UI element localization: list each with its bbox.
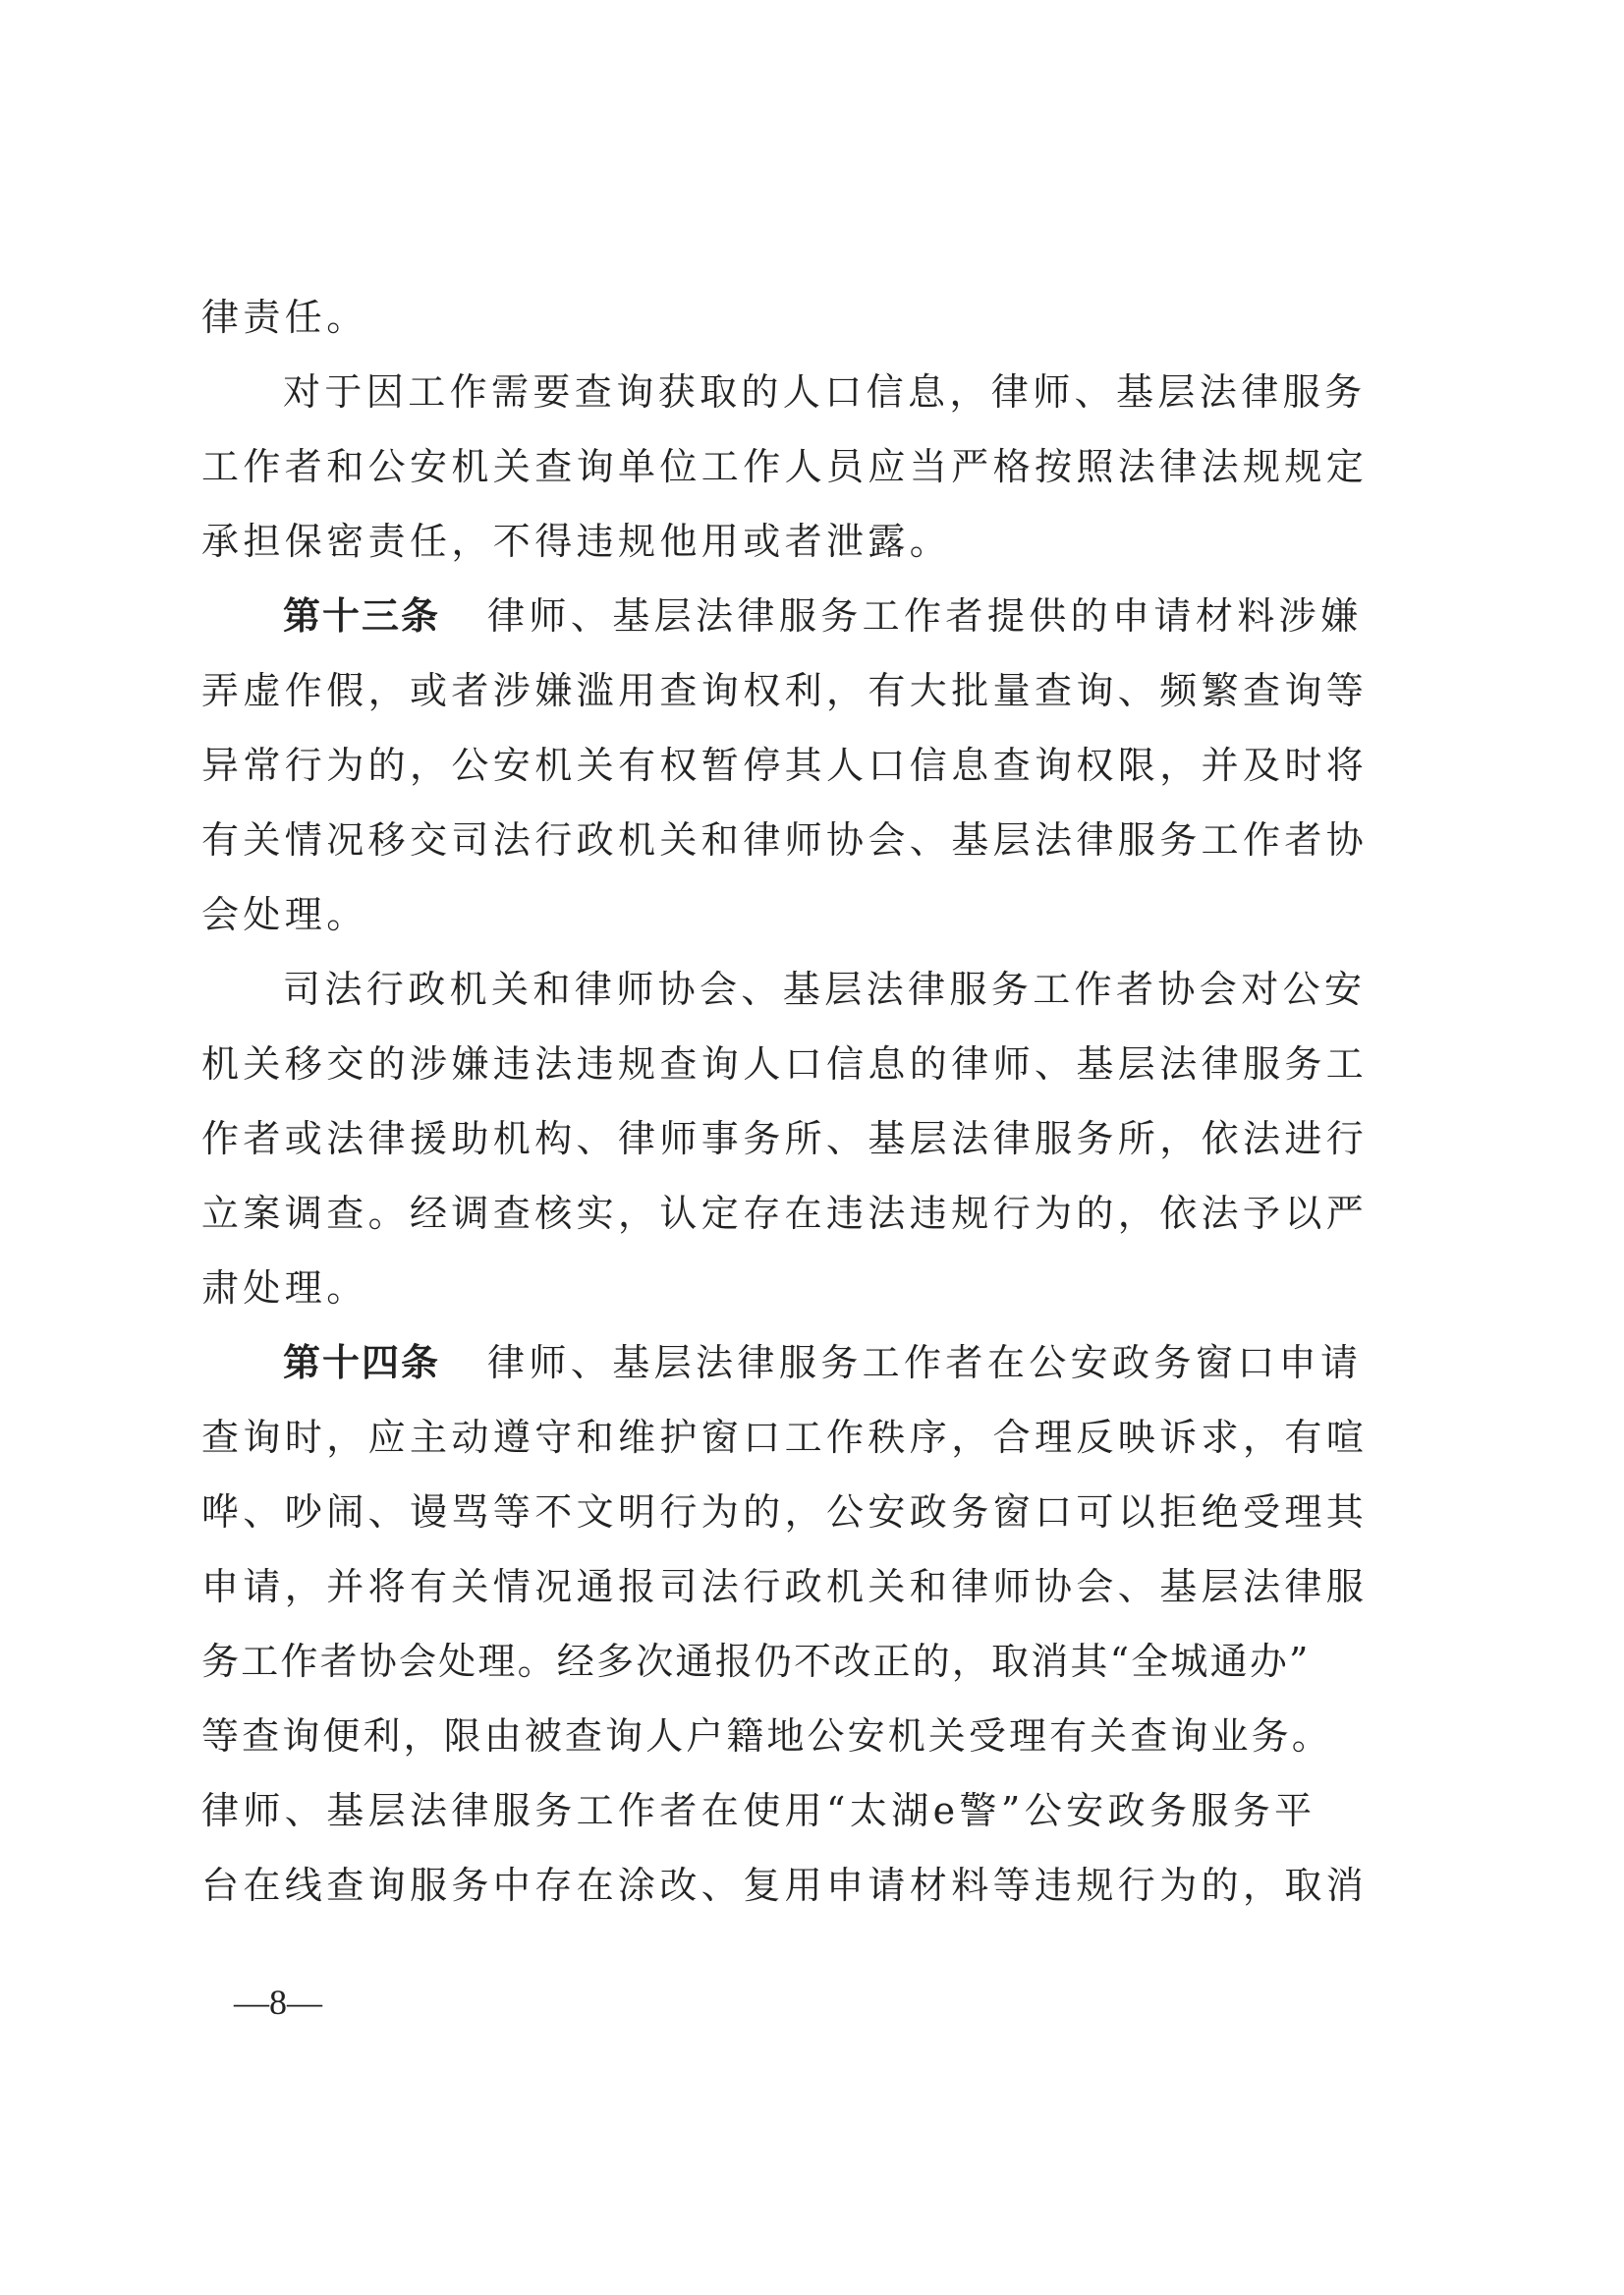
text-line: 司法行政机关和律师协会、基层法律服务工作者协会对公安: [283, 968, 1367, 1011]
text-line: 对于因工作需要查询获取的人口信息，律师、基层法律服务: [283, 370, 1367, 414]
text-line: 有关情况移交司法行政机关和律师协会、基层法律服务工作者协: [201, 818, 1369, 862]
text-line: 律师、基层法律服务工作者在使用“太湖e警”公安政务服务平: [201, 1789, 1316, 1832]
text-line: 工作者和公安机关查询单位工作人员应当严格按照法律法规规定: [201, 445, 1369, 488]
text-line: 哗、吵闹、谩骂等不文明行为的，公安政务窗口可以拒绝受理其: [201, 1490, 1369, 1534]
text-line: 机关移交的涉嫌违法违规查询人口信息的律师、基层法律服务工: [201, 1042, 1369, 1086]
text-line: 立案调查。经调查核实，认定存在违法违规行为的，依法予以严: [201, 1192, 1369, 1235]
article-14-heading: 第十四条: [283, 1341, 441, 1384]
text-line: 查询时，应主动遵守和维护窗口工作秩序，合理反映诉求，有喧: [201, 1416, 1369, 1459]
document-body: [201, 280, 1371, 1923]
text-line: 律师、基层法律服务工作者在公安政务窗口申请: [487, 1341, 1363, 1384]
text-line: 律责任。: [201, 296, 368, 339]
text-line: 申请，并将有关情况通报司法行政机关和律师协会、基层法律服: [201, 1565, 1369, 1608]
text-line: 等查询便利，限由被查询人户籍地公安机关受理有关查询业务。: [201, 1714, 1332, 1758]
page-number: —8—: [234, 1983, 322, 2022]
article-14-first-line: [201, 1325, 1371, 1400]
text-line: 承担保密责任，不得违规他用或者泄露。: [201, 520, 952, 563]
text-line: 弄虚作假，或者涉嫌滥用查询权利，有大批量查询、频繁查询等: [201, 669, 1369, 712]
text-line: 台在线查询服务中存在涂改、复用申请材料等违规行为的，取消: [201, 1864, 1369, 1907]
text-line: 作者或法律援助机构、律师事务所、基层法律服务所，依法进行: [201, 1117, 1369, 1160]
text-line: 肃处理。: [201, 1266, 368, 1310]
text-line: 会处理。: [201, 893, 368, 936]
text-line: 律师、基层法律服务工作者提供的申请材料涉嫌: [487, 594, 1363, 638]
text-line: 异常行为的，公安机关有权暂停其人口信息查询权限，并及时将: [201, 744, 1369, 787]
article-13-heading: 第十三条: [283, 594, 441, 638]
text-line: 务工作者协会处理。经多次通报仍不改正的，取消其“全城通办”: [201, 1640, 1311, 1683]
article-13-first-line: [201, 579, 1371, 653]
